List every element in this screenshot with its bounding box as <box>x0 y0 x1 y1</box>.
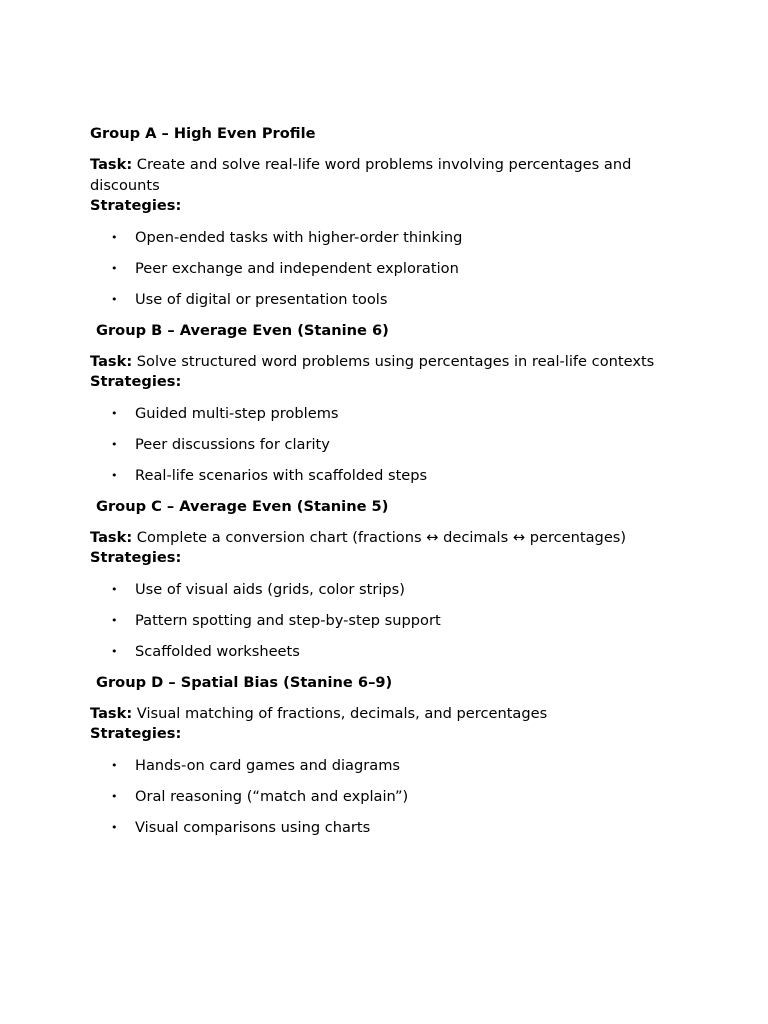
strategy-text: Hands-on card games and diagrams <box>135 756 401 774</box>
strategies-label: Strategies: <box>90 725 182 742</box>
list-item <box>90 580 690 600</box>
task-label: Task: <box>90 704 133 722</box>
list-item <box>90 787 690 807</box>
list-item <box>90 228 690 248</box>
strategy-text: Visual comparisons using charts <box>135 818 371 836</box>
task-paragraph <box>90 528 690 549</box>
task-label: Task: <box>90 352 133 370</box>
task-text: Solve structured word problems using percentages in real-life contexts <box>132 352 655 370</box>
list-item <box>90 611 690 631</box>
document-body <box>90 124 690 838</box>
list-item <box>90 259 690 279</box>
strategy-text: Pattern spotting and step-by-step support <box>135 611 441 629</box>
task-text: Visual matching of fractions, decimals, and percentages <box>132 704 548 722</box>
strategies-list <box>90 756 690 838</box>
bullet-icon: • <box>111 437 118 451</box>
bullet-icon: • <box>111 820 118 834</box>
group-c-section <box>90 497 690 662</box>
task-text: Complete a conversion chart (fractions ↔ decimals ↔ percentages) <box>132 528 627 546</box>
list-item <box>90 818 690 838</box>
bullet-icon: • <box>111 613 118 627</box>
bullet-icon: • <box>111 261 118 275</box>
strategies-list <box>90 404 690 486</box>
strategy-text: Use of digital or presentation tools <box>135 290 388 308</box>
bullet-icon: • <box>111 292 118 306</box>
strategies-label: Strategies: <box>90 197 182 214</box>
strategy-text: Real-life scenarios with scaffolded steps <box>135 466 428 484</box>
strategies-label: Strategies: <box>90 373 182 390</box>
strategies-label: Strategies: <box>90 549 182 566</box>
list-item <box>90 466 690 486</box>
strategy-text: Peer discussions for clarity <box>135 435 330 453</box>
strategy-text: Oral reasoning (“match and explain”) <box>135 787 409 805</box>
list-item <box>90 435 690 455</box>
group-a-section <box>90 124 690 310</box>
group-heading: Group C – Average Even (Stanine 5) <box>96 497 389 515</box>
list-item <box>90 642 690 662</box>
strategy-text: Guided multi-step problems <box>135 404 339 422</box>
strategies-list <box>90 580 690 662</box>
bullet-icon: • <box>111 406 118 420</box>
strategies-list <box>90 228 690 310</box>
group-b-section <box>90 321 690 486</box>
task-label: Task: <box>90 156 133 173</box>
bullet-icon: • <box>111 644 118 658</box>
task-paragraph <box>90 704 690 725</box>
group-heading: Group D – Spatial Bias (Stanine 6–9) <box>96 673 393 691</box>
strategy-text: Peer exchange and independent exploration <box>135 259 459 277</box>
task-label: Task: <box>90 528 133 546</box>
strategy-text: Scaffolded worksheets <box>135 642 300 660</box>
list-item <box>90 756 690 776</box>
bullet-icon: • <box>111 582 118 596</box>
bullet-icon: • <box>111 789 118 803</box>
list-item <box>90 290 690 310</box>
group-heading: Group A – High Even Profile <box>90 125 316 142</box>
bullet-icon: • <box>111 230 118 244</box>
strategy-text: Open-ended tasks with higher-order thinking <box>135 228 463 246</box>
group-heading: Group B – Average Even (Stanine 6) <box>96 321 389 339</box>
strategy-text: Use of visual aids (grids, color strips) <box>135 580 405 598</box>
task-paragraph <box>90 155 690 196</box>
list-item <box>90 404 690 424</box>
bullet-icon: • <box>111 758 118 772</box>
task-text: Create and solve real-life word problems involving percentages and discounts <box>90 156 632 194</box>
group-d-section <box>90 673 690 838</box>
bullet-icon: • <box>111 468 118 482</box>
task-paragraph <box>90 352 690 373</box>
